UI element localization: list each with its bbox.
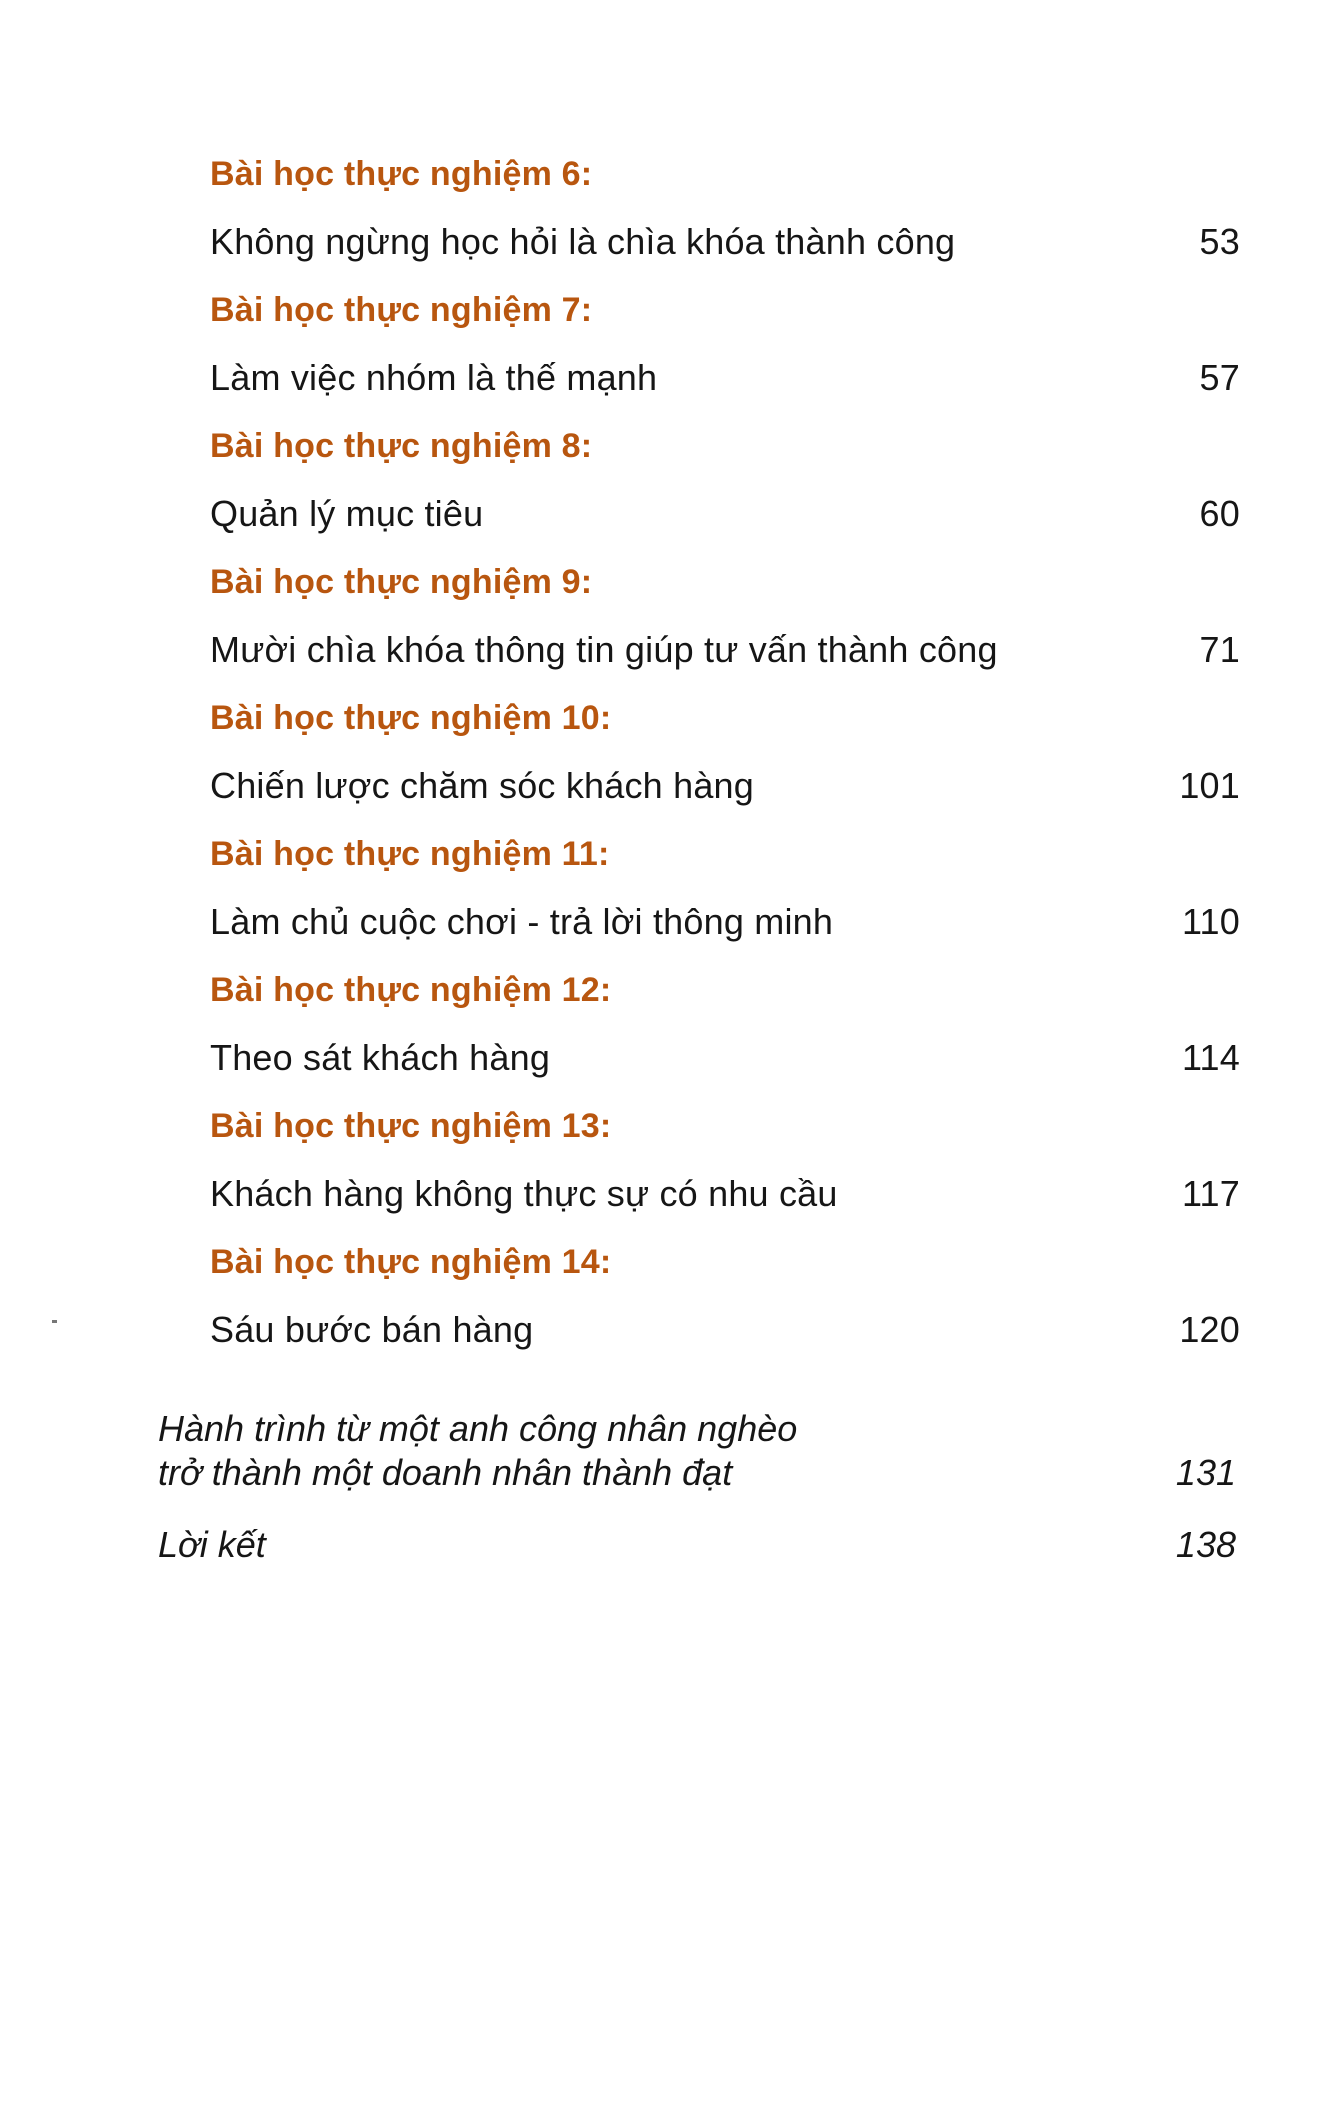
lesson-title: Theo sát khách hàng: [210, 1037, 551, 1078]
lesson-title: Không ngừng học hỏi là chìa khóa thành công: [210, 221, 956, 262]
lesson-title: Mười chìa khóa thông tin giúp tư vấn thành công: [210, 629, 998, 670]
toc-entry-lesson-8: [210, 422, 1240, 558]
toc-entry-journey[interactable]: [158, 1405, 1236, 1495]
toc-row[interactable]: [210, 334, 1240, 422]
lesson-title: Chiến lược chăm sóc khách hàng: [210, 765, 754, 806]
journey-title-line-2: trở thành một doanh nhân thành đạt: [158, 1452, 733, 1493]
lesson-heading: Bài học thực nghiệm 13:: [210, 1107, 612, 1145]
journey-title: [158, 1407, 797, 1495]
journey-title-line-1: Hành trình từ một anh công nhân nghèo: [158, 1408, 798, 1449]
toc-entry-lesson-7: [210, 286, 1240, 422]
page-number: 138: [1175, 1524, 1236, 1565]
toc-row[interactable]: [210, 1014, 1240, 1102]
page-number: 117: [1182, 1173, 1240, 1214]
toc-row[interactable]: [210, 878, 1240, 966]
page-number: 53: [1199, 221, 1240, 262]
page-number: 57: [1199, 357, 1240, 398]
page-number: 110: [1182, 901, 1240, 942]
table-of-contents: [210, 150, 1240, 1374]
lesson-heading: Bài học thực nghiệm 12:: [210, 971, 612, 1009]
toc-entry-lesson-12: [210, 966, 1240, 1102]
page-number: 101: [1179, 765, 1240, 806]
lesson-heading: Bài học thực nghiệm 7:: [210, 291, 593, 329]
toc-entry-lesson-13: [210, 1102, 1240, 1238]
lesson-title: Quản lý mục tiêu: [210, 493, 484, 534]
toc-entry-lesson-14: [210, 1238, 1240, 1374]
toc-entry-ending[interactable]: [158, 1523, 1236, 1567]
toc-row[interactable]: [210, 1150, 1240, 1238]
toc-entry-lesson-11: [210, 830, 1240, 966]
lesson-heading: Bài học thực nghiệm 8:: [210, 427, 593, 465]
page-number: 114: [1182, 1037, 1240, 1078]
toc-entry-lesson-6: [210, 150, 1240, 286]
page-number: 71: [1199, 629, 1240, 670]
page-number: 60: [1199, 493, 1240, 534]
lesson-heading: Bài học thực nghiệm 14:: [210, 1243, 612, 1281]
lesson-heading: Bài học thực nghiệm 11:: [210, 835, 610, 873]
page-edge-mark: [52, 1320, 57, 1323]
lesson-heading: Bài học thực nghiệm 6:: [210, 155, 593, 193]
lesson-title: Sáu bước bán hàng: [210, 1309, 534, 1350]
toc-closing-section: [158, 1405, 1236, 1567]
toc-row[interactable]: [210, 198, 1240, 286]
lesson-heading: Bài học thực nghiệm 9:: [210, 563, 593, 601]
toc-row[interactable]: [210, 1286, 1240, 1374]
lesson-title: Làm chủ cuộc chơi - trả lời thông minh: [210, 901, 834, 942]
toc-row[interactable]: [210, 470, 1240, 558]
toc-entry-lesson-9: [210, 558, 1240, 694]
page-number: 120: [1179, 1309, 1240, 1350]
toc-row[interactable]: [210, 742, 1240, 830]
lesson-heading: Bài học thực nghiệm 10:: [210, 699, 612, 737]
page-number: 131: [1175, 1452, 1236, 1493]
ending-title: Lời kết: [158, 1524, 266, 1565]
lesson-title: Khách hàng không thực sự có nhu cầu: [210, 1173, 838, 1214]
toc-row[interactable]: [210, 606, 1240, 694]
toc-entry-lesson-10: [210, 694, 1240, 830]
lesson-title: Làm việc nhóm là thế mạnh: [210, 357, 658, 398]
